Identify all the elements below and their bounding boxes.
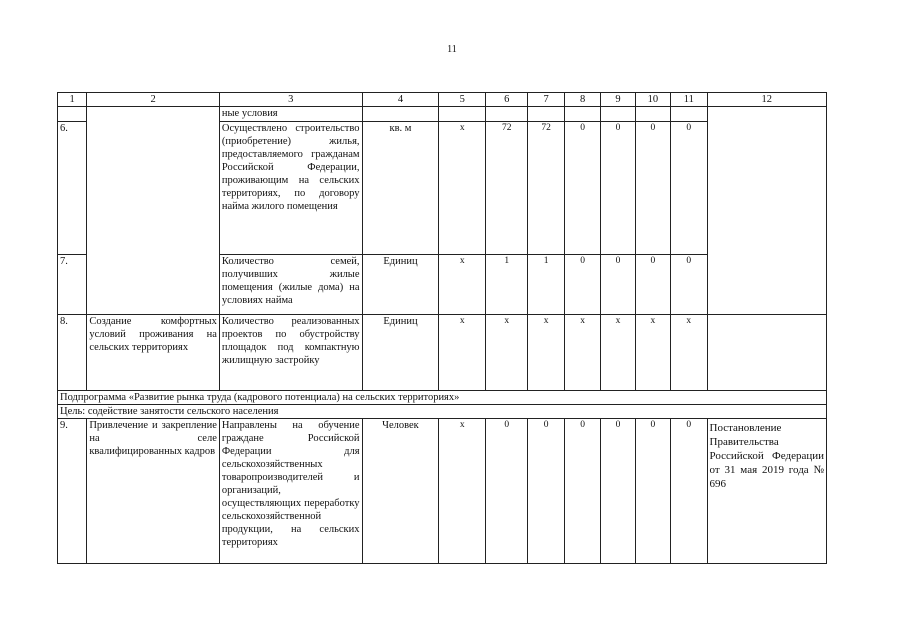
value-cell: х	[439, 419, 486, 564]
value-cell: 0	[635, 122, 670, 255]
column-header: 10	[635, 93, 670, 107]
value-cell: х	[439, 315, 486, 391]
column-header: 1	[58, 93, 87, 107]
goal-row	[58, 405, 827, 419]
value-cell: х	[564, 315, 600, 391]
subprogram-title: Подпрограмма «Развитие рынка труда (кадрового потенциала) на сельских территориях»	[58, 391, 827, 405]
unit-cell: Единиц	[362, 255, 439, 315]
row-number: 6.	[58, 122, 87, 255]
column-header: 7	[528, 93, 564, 107]
value-cell: 72	[528, 122, 564, 255]
column-header: 8	[564, 93, 600, 107]
column-header: 11	[671, 93, 707, 107]
value-cell: х	[671, 315, 707, 391]
unit-cell: Человек	[362, 419, 439, 564]
value-cell: 1	[485, 255, 527, 315]
value-cell: х	[601, 315, 635, 391]
indicator-cell: Направлены на обучение граждане Российской Федерации для сельскохозяйственных товаропроизводителей и организаций, осуществляющих переработку сельскохозяйственной продукции, на сельских территориях	[219, 419, 362, 564]
value-cell: 0	[671, 419, 707, 564]
value-cell: 72	[485, 122, 527, 255]
goal-title: Цель: содействие занятости сельского населения	[58, 405, 827, 419]
basis-cell	[707, 107, 827, 315]
value-cell: 0	[485, 419, 527, 564]
column-header: 5	[439, 93, 486, 107]
value-cell: 0	[635, 419, 670, 564]
name-cell	[87, 107, 220, 315]
column-header: 2	[87, 93, 220, 107]
unit-cell: кв. м	[362, 122, 439, 255]
value-cell: 0	[635, 255, 670, 315]
column-header: 4	[362, 93, 439, 107]
unit-cell: Единиц	[362, 315, 439, 391]
indicator-cell: Количество реализованных проектов по обустройству площадок под компактную жилищную застройку	[219, 315, 362, 391]
page-number: 11	[447, 44, 457, 55]
value-cell: 0	[528, 419, 564, 564]
subprogram-row	[58, 391, 827, 405]
column-number-row	[58, 93, 827, 107]
table-row	[58, 315, 827, 391]
value-cell: х	[528, 315, 564, 391]
value-cell: 0	[671, 122, 707, 255]
indicator-cell: Количество семей, получивших жилые помещения (жилые дома) на условиях найма	[219, 255, 362, 315]
table-row	[58, 419, 827, 564]
row-number: 7.	[58, 255, 87, 315]
value-cell: 0	[564, 255, 600, 315]
basis-cell: Постановление Правительства Российской Федерации от 31 мая 2019 года № 696	[707, 419, 827, 564]
value-cell: 1	[528, 255, 564, 315]
column-header: 3	[219, 93, 362, 107]
value-cell: 0	[601, 419, 635, 564]
name-cell: Привлечение и закрепление на селе квалифицированных кадров	[87, 419, 220, 564]
basis-cell	[707, 315, 827, 391]
value-cell: х	[439, 255, 486, 315]
value-cell: 0	[601, 255, 635, 315]
value-cell: х	[635, 315, 670, 391]
value-cell: 0	[564, 419, 600, 564]
value-cell: 0	[601, 122, 635, 255]
value-cell: 0	[671, 255, 707, 315]
row-number: 9.	[58, 419, 87, 564]
column-header: 12	[707, 93, 827, 107]
row-number-cell	[58, 107, 87, 122]
indicator-continuation: ные условия	[219, 107, 362, 122]
column-header: 9	[601, 93, 635, 107]
name-cell: Создание комфортных условий проживания на сельских территориях	[87, 315, 220, 391]
value-cell: х	[485, 315, 527, 391]
value-cell: х	[439, 122, 486, 255]
value-cell: 0	[564, 122, 600, 255]
indicators-table	[57, 92, 827, 564]
row-number: 8.	[58, 315, 87, 391]
continuation-row	[58, 107, 827, 122]
column-header: 6	[485, 93, 527, 107]
indicator-cell: Осуществлено строительство (приобретение) жилья, предоставляемого гражданам Российской Федерации, проживающим на сельских территориях, по договору найма жилого помещения	[219, 122, 362, 255]
